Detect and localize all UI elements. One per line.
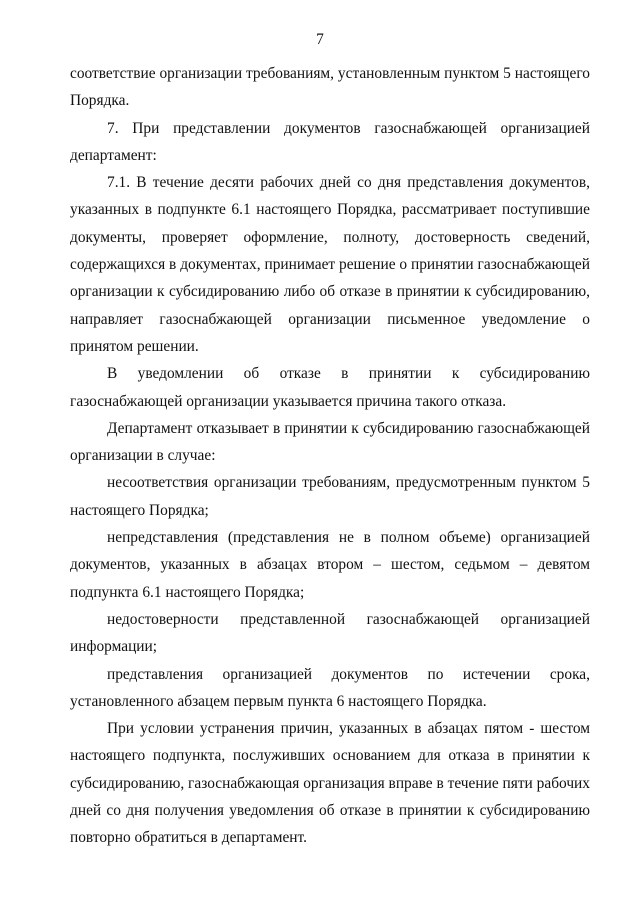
paragraph-case-noncompliance: несоответствия организации требованиям, предусмотренным пунктом 5 настоящего Порядка; [70, 474, 590, 519]
paragraph-resubmission: При условии устранения причин, указанных в абзацах пятом - шестом настоящего подпункта, послуживших основанием для отказа в принятии к субсидированию, газоснабжающая организация вправе в течение пяти рабочих дней со дня получения уведомления об отказе в принятии к субсидированию повторно обратиться в департамент. [70, 720, 590, 847]
paragraph-item-7-1: 7.1. В течение десяти рабочих дней со дня представления документов, указанных в подпункте 6.1 настоящего Порядка, рассматривает поступившие документы, проверяет оформление, полноту, достоверность сведений, содержащихся в документах, принимает решение о принятии газоснабжающей организации к субсидированию либо об отказе в принятии к субсидированию, направляет газоснабжающей организации письменное уведомление о принятом решении. [70, 174, 590, 355]
paragraph-continuation: соответствие организации требованиям, установленным пунктом 5 настоящего Порядка. [70, 65, 590, 110]
paragraph-case-nonsubmission: непредставления (представления не в полном объеме) организацией документов, указанных в абзацах втором – шестом, седьмом – девятом подпункта 6.1 настоящего Порядка; [70, 529, 590, 601]
page-number: 7 [316, 31, 324, 48]
paragraph-item-7: 7. При представлении документов газоснабжающей организацией департамент: [70, 119, 590, 164]
paragraph-refusal-notice: В уведомлении об отказе в принятии к субсидированию газоснабжающей организации указывается причина такого отказа. [70, 365, 590, 410]
paragraph-refusal-cases: Департамент отказывает в принятии к субсидированию газоснабжающей организации в случае: [70, 419, 590, 465]
document-body [70, 60, 590, 852]
paragraph-case-unreliable-info: недостоверности представленной газоснабжающей организацией информации; [70, 610, 590, 656]
paragraph-case-late-submission: представления организацией документов по истечении срока, установленного абзацем первым пункта 6 настоящего Порядка. [70, 665, 590, 710]
